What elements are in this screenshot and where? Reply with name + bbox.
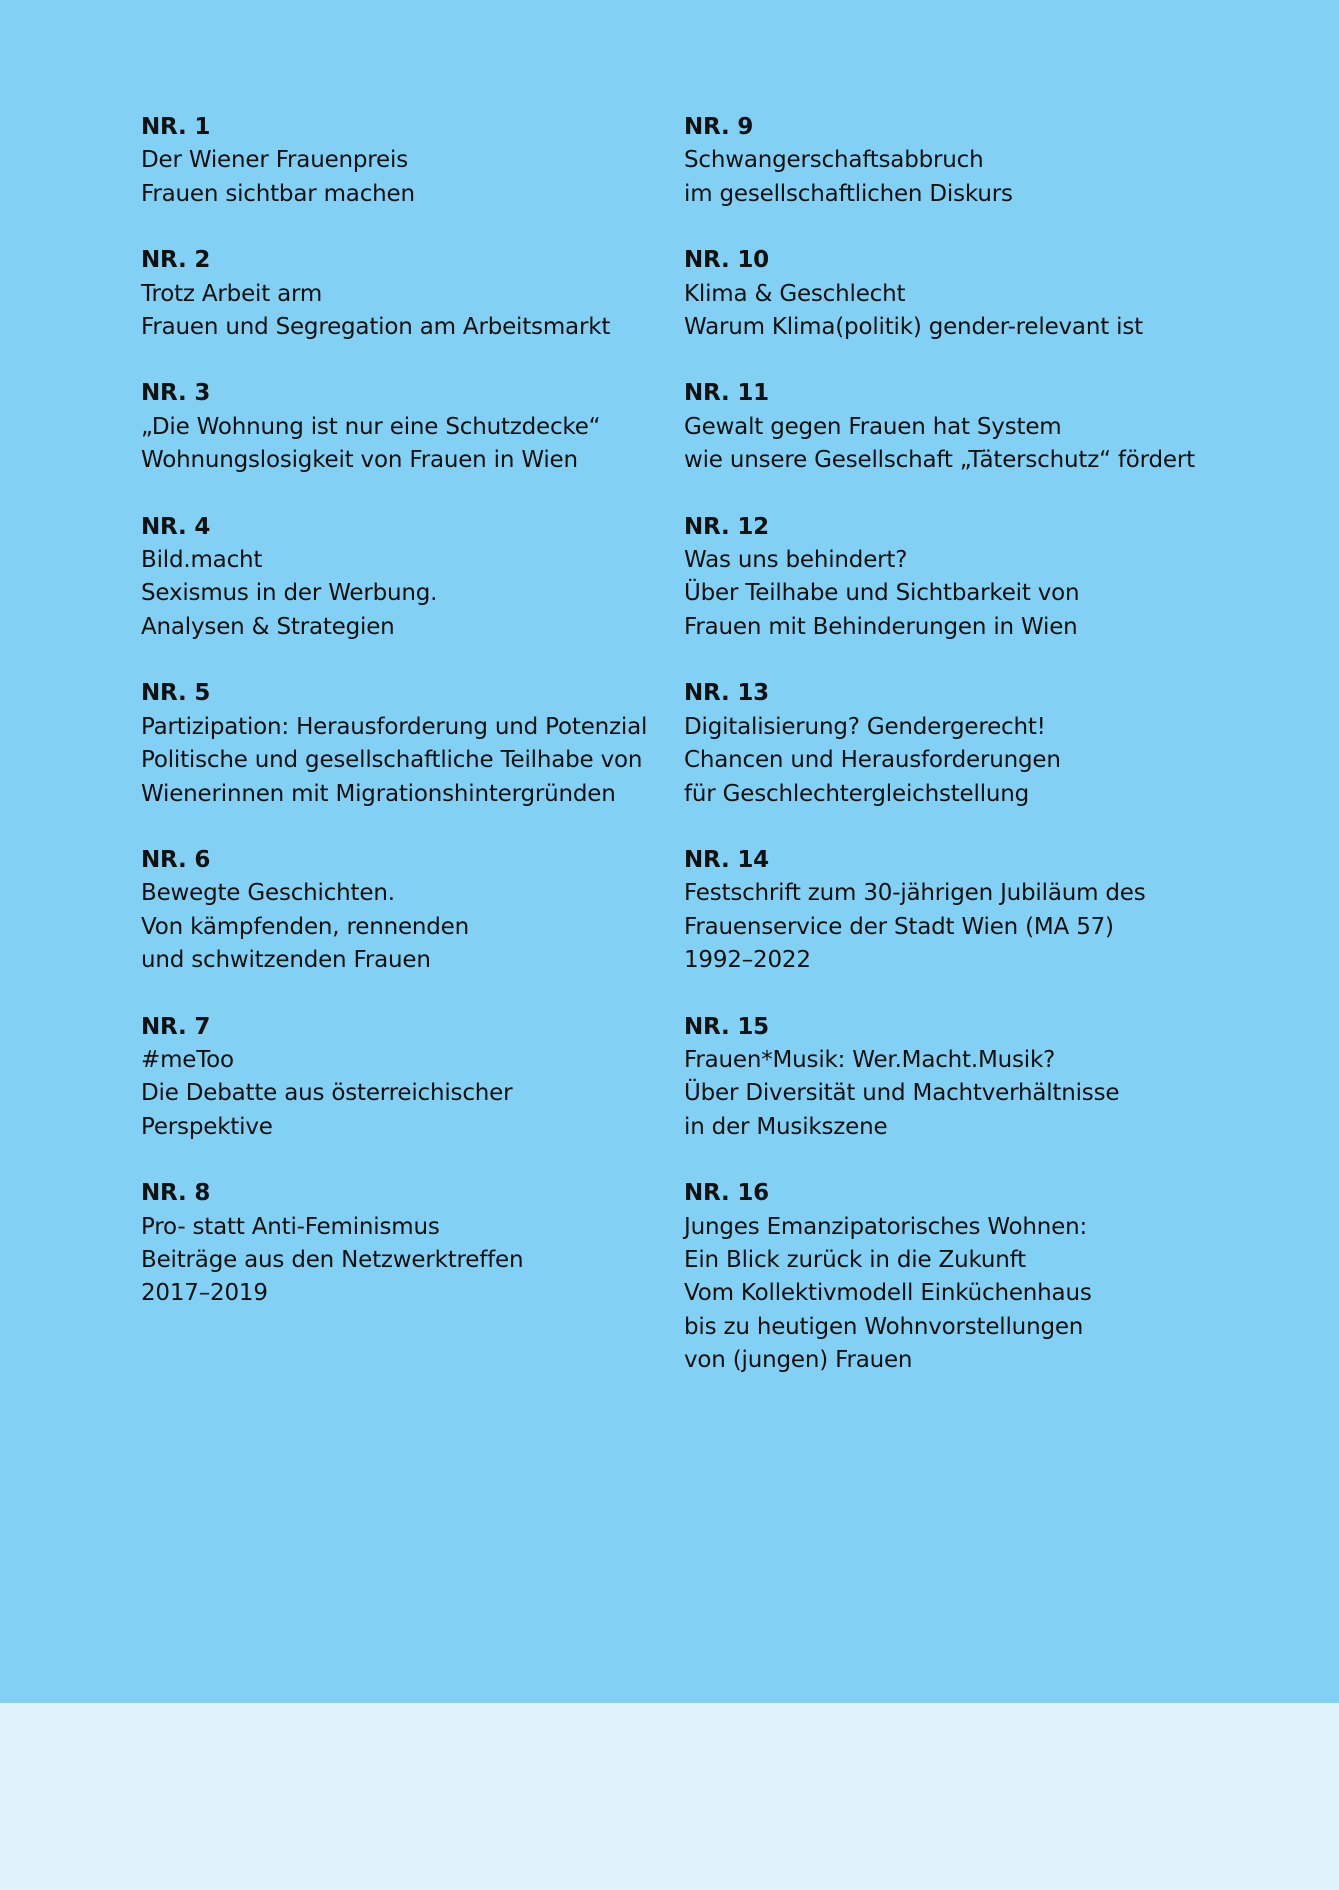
publication-title: Partizipation: Herausforderung und Potenzial xyxy=(141,713,648,740)
publication-subtitle-line: 1992–2022 xyxy=(684,947,811,974)
publication-entry xyxy=(684,377,1324,477)
publication-subtitle-line: Die Debatte aus österreichischer xyxy=(141,1080,513,1107)
publication-title: Frauen*Musik: Wer.Macht.Musik? xyxy=(684,1046,1056,1073)
publication-entry xyxy=(141,1177,661,1311)
publication-title: „Die Wohnung ist nur eine Schutzdecke“ xyxy=(141,413,601,440)
publication-entry xyxy=(684,244,1324,344)
publication-subtitle-line: Chancen und Herausforderungen xyxy=(684,747,1061,774)
publication-number: NR. 16 xyxy=(684,1180,769,1207)
publication-subtitle-line: und schwitzenden Frauen xyxy=(141,947,431,974)
footer-band xyxy=(0,1703,1339,1890)
publication-entry xyxy=(141,511,661,645)
publication-entry xyxy=(141,111,661,211)
publication-number: NR. 4 xyxy=(141,513,211,540)
publication-entry xyxy=(684,677,1324,811)
publication-title: Junges Emanzipatorisches Wohnen: xyxy=(684,1213,1088,1240)
publication-subtitle-line: 2017–2019 xyxy=(141,1280,268,1307)
publication-entry xyxy=(684,1011,1324,1145)
publication-title: Der Wiener Frauenpreis xyxy=(141,147,408,174)
publication-title: Trotz Arbeit arm xyxy=(141,280,323,307)
publication-number: NR. 11 xyxy=(684,380,769,407)
publication-subtitle-line: Politische und gesellschaftliche Teilhabe von xyxy=(141,747,643,774)
publication-number: NR. 6 xyxy=(141,846,211,873)
publication-title: Festschrift zum 30-jährigen Jubiläum des xyxy=(684,880,1146,907)
publication-subtitle-line: Frauenservice der Stadt Wien (MA 57) xyxy=(684,913,1114,940)
publication-subtitle-line: Perspektive xyxy=(141,1113,273,1140)
publication-title: Klima & Geschlecht xyxy=(684,280,906,307)
publication-subtitle-line: im gesellschaftlichen Diskurs xyxy=(684,180,1013,207)
publication-number: NR. 1 xyxy=(141,114,211,140)
publication-number: NR. 8 xyxy=(141,1180,211,1207)
publication-entry xyxy=(684,844,1324,978)
publication-entry xyxy=(141,1011,661,1145)
publication-subtitle-line: wie unsere Gesellschaft „Täterschutz“ fördert xyxy=(684,447,1195,474)
publication-subtitle-line: Wienerinnen mit Migrationshintergründen xyxy=(141,780,616,807)
publication-title: Digitalisierung? Gendergerecht! xyxy=(684,713,1046,740)
publication-entry xyxy=(141,677,661,811)
publication-subtitle-line: Frauen und Segregation am Arbeitsmarkt xyxy=(141,314,611,341)
publication-column-right xyxy=(684,111,1324,1378)
publication-title: Bild.macht xyxy=(141,547,263,574)
publication-subtitle-line: Vom Kollektivmodell Einküchenhaus xyxy=(684,1280,1092,1307)
publication-title: Schwangerschaftsabbruch xyxy=(684,147,984,174)
publication-subtitle-line: Sexismus in der Werbung. xyxy=(141,580,438,607)
publication-subtitle-line: Frauen mit Behinderungen in Wien xyxy=(684,613,1078,640)
publication-number: NR. 14 xyxy=(684,846,769,873)
publication-entry xyxy=(684,511,1324,645)
publication-subtitle-line: Wohnungslosigkeit von Frauen in Wien xyxy=(141,447,578,474)
publication-entry xyxy=(141,244,661,344)
publication-subtitle-line: Warum Klima(politik) gender-relevant ist xyxy=(684,314,1143,341)
publication-title: Was uns behindert? xyxy=(684,547,908,574)
publication-subtitle-line: in der Musikszene xyxy=(684,1113,888,1140)
publication-title: #meToo xyxy=(141,1046,234,1073)
publication-number: NR. 13 xyxy=(684,680,769,707)
publication-subtitle-line: von (jungen) Frauen xyxy=(684,1347,913,1374)
publication-subtitle-line: Frauen sichtbar machen xyxy=(141,180,415,207)
publication-entry xyxy=(684,1177,1324,1377)
publication-column-left xyxy=(141,111,661,1311)
publication-entry xyxy=(684,111,1324,211)
publication-subtitle-line: Über Teilhabe und Sichtbarkeit von xyxy=(684,580,1080,607)
publication-subtitle-line: Analysen & Strategien xyxy=(141,613,395,640)
publication-number: NR. 3 xyxy=(141,380,211,407)
publication-number: NR. 10 xyxy=(684,247,769,274)
publication-subtitle-line: Von kämpfenden, rennenden xyxy=(141,913,470,940)
publication-number: NR. 15 xyxy=(684,1013,769,1040)
publication-entry xyxy=(141,844,661,978)
publication-number: NR. 12 xyxy=(684,513,769,540)
publication-number: NR. 7 xyxy=(141,1013,211,1040)
publication-number: NR. 2 xyxy=(141,247,211,274)
publication-subtitle-line: Über Diversität und Machtverhältnisse xyxy=(684,1080,1120,1107)
publication-entry xyxy=(141,377,661,477)
publication-title: Gewalt gegen Frauen hat System xyxy=(684,413,1062,440)
publication-title: Pro- statt Anti-Feminismus xyxy=(141,1213,440,1240)
publication-title: Bewegte Geschichten. xyxy=(141,880,395,907)
publication-subtitle-line: für Geschlechtergleichstellung xyxy=(684,780,1030,807)
publication-subtitle-line: Ein Blick zurück in die Zukunft xyxy=(684,1246,1026,1273)
publication-subtitle-line: Beiträge aus den Netzwerktreffen xyxy=(141,1246,524,1273)
publication-subtitle-line: bis zu heutigen Wohnvorstellungen xyxy=(684,1313,1084,1340)
publication-number: NR. 9 xyxy=(684,114,754,140)
publication-number: NR. 5 xyxy=(141,680,211,707)
